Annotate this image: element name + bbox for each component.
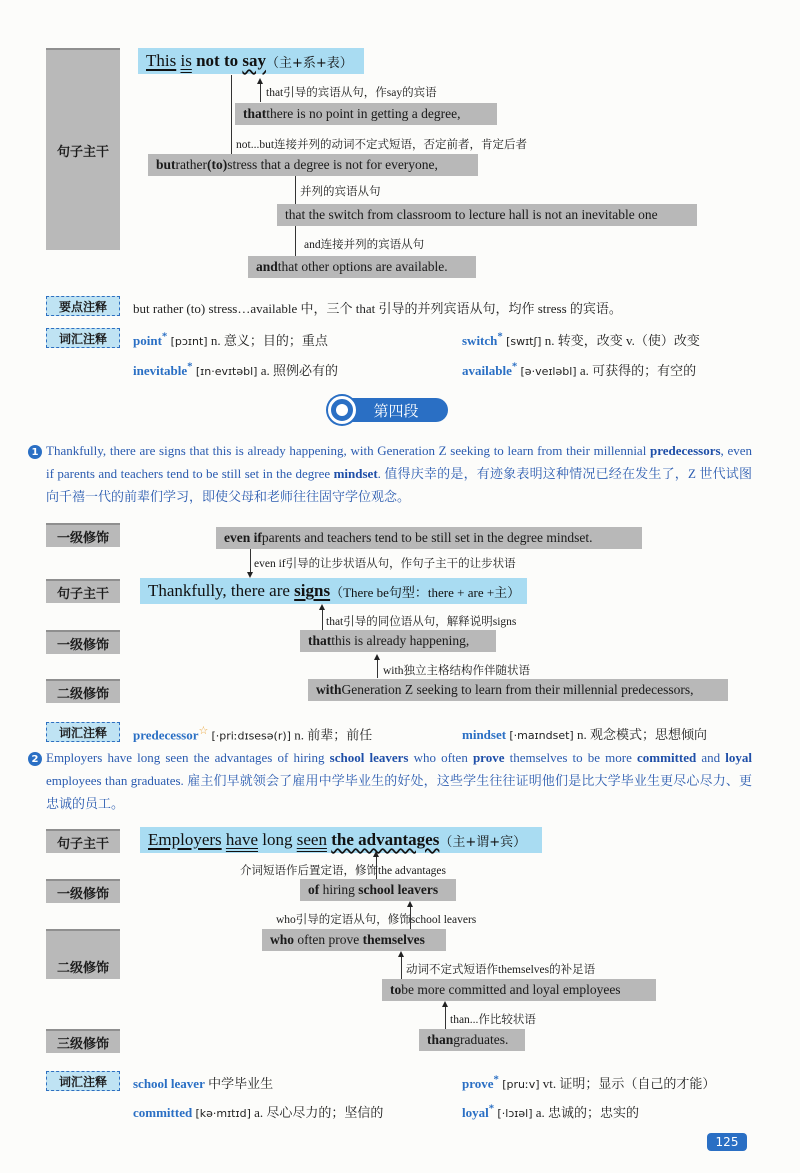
annotation-note: 介词短语作后置定语，修饰the advantages xyxy=(240,865,447,877)
clause-box-with xyxy=(308,679,728,701)
label-sentence-trunk xyxy=(46,829,120,853)
label-text: 二级修饰 xyxy=(56,686,109,702)
star-icon: * xyxy=(493,1073,499,1086)
phonetic: [kə·mɪtɪd] xyxy=(195,1107,251,1120)
key-word: predecessors xyxy=(650,443,721,458)
annotation-note: who引导的定语从句，修饰school leavers xyxy=(276,914,477,926)
vocab-word: point xyxy=(133,333,162,348)
number-text: 1 xyxy=(31,446,39,458)
label-sentence-trunk xyxy=(46,579,120,603)
main-clause-box xyxy=(138,48,364,74)
clause-box-who xyxy=(262,929,446,951)
lead-word: and xyxy=(256,259,278,274)
label-level2-modifier xyxy=(46,929,120,979)
clause-box-than xyxy=(419,1029,525,1051)
verb-word: is xyxy=(180,51,192,70)
label-level1-modifier xyxy=(46,523,120,547)
annotation-note: than...作比较状语 xyxy=(450,1014,536,1026)
arrow-up-icon xyxy=(398,951,404,957)
phonetic: [pɔɪnt] xyxy=(170,335,208,348)
lead-word: to xyxy=(390,982,402,997)
phonetic: [pruːv] xyxy=(502,1078,540,1091)
label-text: 二级修饰 xyxy=(56,960,109,976)
clause-box-even-if xyxy=(216,527,642,549)
clause-box-of xyxy=(300,879,456,901)
phonetic: [·maɪndset] xyxy=(509,729,574,742)
definition: 中学毕业生 xyxy=(208,1076,274,1091)
arrow-up-icon xyxy=(407,901,413,907)
lead-word: who xyxy=(270,932,295,947)
subject-word: This xyxy=(146,51,177,70)
vocab-entry xyxy=(133,360,338,379)
definition: a. 忠诚的；忠实的 xyxy=(535,1105,640,1120)
clause-text: parents and teachers tend to be still set in the degree mindset. xyxy=(261,530,593,545)
vocab-entry xyxy=(462,330,700,349)
key-word: school leavers xyxy=(329,750,409,765)
label-text: 句子主干 xyxy=(56,586,109,602)
definition: a. 可获得的；有空的 xyxy=(579,363,697,378)
phonetic: [ɪn·evɪtəbl] xyxy=(195,365,258,378)
connector-line xyxy=(231,75,232,163)
key-word: mindset xyxy=(333,466,378,481)
label-level3-modifier xyxy=(46,1029,120,1053)
vocab-entry xyxy=(133,1102,383,1121)
lead-word: but xyxy=(156,157,176,172)
vocab-entry xyxy=(462,1073,715,1092)
vocab-entry xyxy=(133,1073,273,1092)
annotation-note: 动词不定式短语作themselves的补足语 xyxy=(406,964,596,976)
label-text: 三级修饰 xyxy=(56,1036,109,1052)
main-clause-box xyxy=(140,578,527,604)
phonetic: [·lɔɪəl] xyxy=(497,1107,533,1120)
to-word: (to) xyxy=(207,157,228,172)
clause-text: graduates. xyxy=(453,1032,509,1047)
vocab-tag xyxy=(46,722,120,742)
tag-text: 词汇注释 xyxy=(58,331,107,346)
page-number xyxy=(707,1133,747,1151)
vocab-entry xyxy=(462,360,696,379)
label-text: 一级修饰 xyxy=(56,530,109,546)
key-point-text: but rather (to) stress…available 中，三个 that 引导的并列宾语从句，均作 stress 的宾语。 xyxy=(133,301,622,316)
tag-text: 词汇注释 xyxy=(58,725,107,740)
star-icon: * xyxy=(497,330,503,343)
clause-text: be more committed and loyal employees xyxy=(401,982,621,997)
star-icon: * xyxy=(511,360,518,373)
clause-box-to xyxy=(382,979,656,1001)
pattern-label: （主+系+表） xyxy=(265,55,353,71)
vocab-word: inevitable xyxy=(133,363,188,378)
vocab-word: available xyxy=(462,363,512,378)
vocab-word: switch xyxy=(462,333,498,348)
vocab-word: loyal xyxy=(462,1105,489,1120)
phonetic: [ə·veɪləbl] xyxy=(520,365,577,378)
annotation-note: and连接并列的宾语从句 xyxy=(304,239,425,251)
key-word: loyal xyxy=(725,750,753,765)
clause-text: that the switch from classroom to lecture hall is not an inevitable one xyxy=(285,207,658,222)
lead-word: that xyxy=(243,106,267,121)
label-level1-modifier xyxy=(46,879,120,903)
magnifier-icon xyxy=(328,396,356,424)
vocab-word: committed xyxy=(133,1105,193,1120)
text: Thankfully, there are signs that this is already happening, with Generation Z seeking to learn from their millennial xyxy=(46,443,650,458)
annotation-note: that引导的宾语从句，作say的宾语 xyxy=(266,87,437,99)
arrow-up-icon xyxy=(373,851,379,857)
lead-word: than xyxy=(427,1032,454,1047)
text: Employers have long seen the advantages of hiring xyxy=(46,750,330,765)
key-word: prove xyxy=(472,750,505,765)
arrow-up-icon xyxy=(374,654,380,660)
clause-text: there is no point in getting a degree, xyxy=(266,106,461,121)
text: themselves to be more xyxy=(504,750,638,765)
annotation-note: not...but连接并列的动词不定式短语，否定前者，肯定后者 xyxy=(236,139,528,151)
clause-text: that other options are available. xyxy=(277,259,448,274)
arrow-up-icon xyxy=(257,78,263,84)
vocab-word: prove xyxy=(462,1076,494,1091)
star-outline-icon: ☆ xyxy=(198,725,209,737)
clause-box-switch xyxy=(277,204,697,226)
paragraph-2 xyxy=(46,746,752,815)
number-text: 2 xyxy=(31,753,39,765)
section-title: 第四段 xyxy=(373,401,419,420)
label-text: 句子主干 xyxy=(56,836,109,852)
annotation-note: with独立主格结构作伴随状语 xyxy=(383,665,530,677)
definition: n. 前辈；前任 xyxy=(294,727,373,743)
tag-text: 要点注释 xyxy=(58,299,107,314)
lead-word: that xyxy=(308,633,332,648)
definition: n. 转变，改变 v.（使）改变 xyxy=(544,333,700,348)
vocab-entry xyxy=(133,330,328,349)
clause-box-and xyxy=(248,256,476,278)
vocab-tag xyxy=(46,1071,120,1091)
lead-word: with xyxy=(316,682,342,697)
key-word: school leavers xyxy=(358,882,439,897)
annotation-note: even if引导的让步状语从句，作句子主干的让步状语 xyxy=(254,558,516,570)
lead-word: even if xyxy=(224,530,262,545)
definition: a. 照例必有的 xyxy=(260,363,338,378)
page-number-text: 125 xyxy=(715,1135,739,1149)
clause-box-that xyxy=(235,103,497,125)
say-word: say xyxy=(242,51,266,70)
clause-text: Thankfully, there are xyxy=(148,581,295,600)
clause-text: stress that a degree is not for everyone, xyxy=(227,157,438,172)
pattern-label: （主+谓+宾） xyxy=(439,834,527,850)
text: and xyxy=(696,750,726,765)
not-to-word: not to xyxy=(196,51,239,70)
definition: vt. 证明；显示（自己的才能） xyxy=(542,1076,716,1091)
paragraph-number-1 xyxy=(28,445,42,459)
star-icon: * xyxy=(187,360,193,373)
phonetic: [·priːdɪsesə(r)] xyxy=(211,729,291,743)
arrow-up-icon xyxy=(319,604,325,610)
star-icon: * xyxy=(488,1102,495,1115)
vocab-entry xyxy=(462,724,707,743)
definition: n. 观念模式；思想倾向 xyxy=(576,727,707,742)
clause-box-but xyxy=(148,154,478,176)
key-word: themselves xyxy=(362,932,425,947)
subject-word: Employers xyxy=(148,830,222,849)
star-icon: * xyxy=(161,330,168,343)
key-word: committed xyxy=(637,750,697,765)
lead-word: of xyxy=(308,882,320,897)
definition: n. 意义；目的；重点 xyxy=(210,333,328,348)
connector-line xyxy=(260,82,261,102)
label-text: 句子主干 xyxy=(56,144,109,160)
arrow-up-icon xyxy=(442,1001,448,1007)
clause-text: rather xyxy=(175,157,207,172)
clause-box-that xyxy=(300,630,496,652)
label-text: 一级修饰 xyxy=(56,637,109,653)
label-level2-modifier xyxy=(46,679,120,703)
connector-line xyxy=(250,549,251,573)
vocab-word: mindset xyxy=(462,727,507,742)
clause-text: hiring xyxy=(319,882,359,897)
text: , even if parents and teachers tend to be still set in the degree xyxy=(46,443,753,481)
annotation-note: 并列的宾语从句 xyxy=(300,184,381,198)
verb-word: seen xyxy=(296,830,327,849)
pattern-label: （There be句型：there + are +主） xyxy=(330,584,521,600)
vocab-word: school leaver xyxy=(133,1076,205,1091)
object-word: the advantages xyxy=(331,830,440,849)
text: employees than graduates. 雇主们早就领会了雇用中学毕业生的好处，这些学生往往证明他们是比大学毕业生更尽心尽力、更忠诚的员工。 xyxy=(46,773,752,811)
paragraph-1 xyxy=(46,439,752,508)
annotation-note: that引导的同位语从句，解释说明signs xyxy=(326,616,517,628)
vocab-entry xyxy=(133,724,372,743)
text: who often xyxy=(408,750,473,765)
signs-word: signs xyxy=(294,581,331,600)
verb-word: have xyxy=(225,830,258,849)
phonetic: [swɪtʃ] xyxy=(506,335,542,348)
adverb-word: long xyxy=(262,830,293,849)
vocab-entry xyxy=(462,1102,639,1121)
label-sentence-trunk xyxy=(46,48,120,250)
definition: a. 尽心尽力的；坚信的 xyxy=(254,1105,384,1120)
clause-text: Generation Z seeking to learn from their millennial predecessors, xyxy=(341,682,694,697)
label-level1-modifier xyxy=(46,630,120,654)
label-text: 一级修饰 xyxy=(56,886,109,902)
vocab-word: predecessor xyxy=(133,727,199,743)
text: . 值得庆幸的是，有迹象表明这种情况已经在发生了，Z 世代试图向千禧一代的前辈们学习，即使父母和老师往往固守学位观念。 xyxy=(46,466,752,504)
clause-text: this is already happening, xyxy=(331,633,470,648)
tag-text: 词汇注释 xyxy=(58,1074,107,1089)
vocab-tag xyxy=(46,328,120,348)
key-point-tag xyxy=(46,296,120,316)
clause-text: often prove xyxy=(294,932,363,947)
paragraph-number-2 xyxy=(28,752,42,766)
main-clause-box xyxy=(140,827,542,853)
